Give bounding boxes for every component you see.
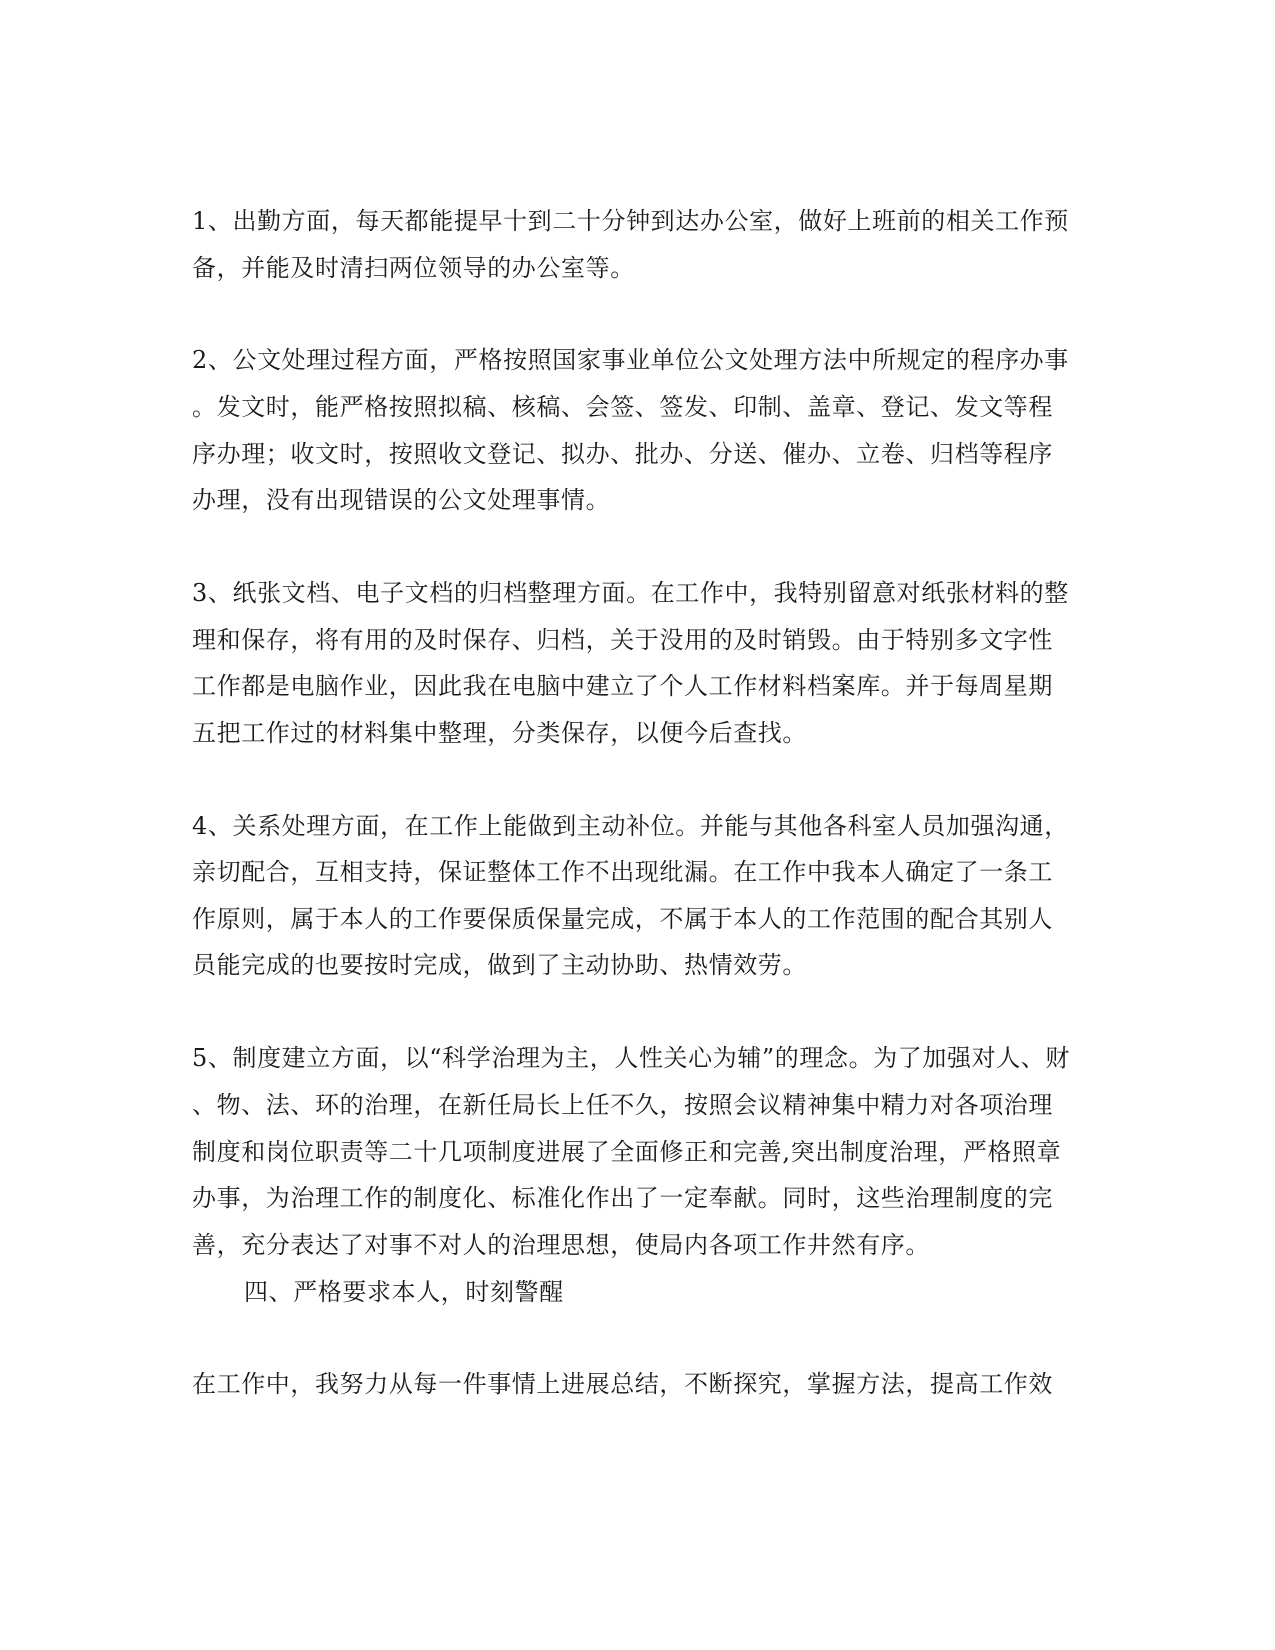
section-heading: 四、严格要求本人，时刻警醒 [244, 1278, 564, 1306]
paragraph-2-line-1: 2、公文处理过程方面，严格按照国家事业单位公文处理方法中所规定的程序办事 [192, 346, 1069, 374]
final-paragraph-line-1: 在工作中，我努力从每一件事情上进展总结，不断探究，掌握方法，提高工作效 [192, 1370, 1053, 1398]
paragraph-1-line-2: 备，并能及时清扫两位领导的办公室等。 [192, 254, 635, 282]
paragraph-3-line-1: 3、纸张文档、电子文档的归档整理方面。在工作中，我特别留意对纸张材料的整 [192, 579, 1069, 607]
paragraph-5-line-3: 制度和岗位职责等二十几项制度进展了全面修正和完善,突出制度治理，严格照章 [192, 1138, 1062, 1166]
paragraph-2-line-2: 。发文时，能严格按照拟稿、核稿、会签、签发、印制、盖章、登记、发文等程 [192, 393, 1053, 421]
paragraph-4-line-1: 4、关系处理方面，在工作上能做到主动补位。并能与其他各科室人员加强沟通， [192, 812, 1069, 840]
paragraph-3-line-3: 工作都是电脑作业，因此我在电脑中建立了个人工作材料档案库。并于每周星期 [192, 672, 1053, 700]
paragraph-3-line-4: 五把工作过的材料集中整理，分类保存，以便今后查找。 [192, 719, 807, 747]
paragraph-4-line-2: 亲切配合，互相支持，保证整体工作不出现纰漏。在工作中我本人确定了一条工 [192, 858, 1053, 886]
paragraph-2-line-4: 办理，没有出现错误的公文处理事情。 [192, 486, 611, 514]
paragraph-4-line-3: 作原则，属于本人的工作要保质保量完成，不属于本人的工作范围的配合其别人 [192, 905, 1053, 933]
paragraph-5-line-2: 、物、法、环的治理，在新任局长上任不久，按照会议精神集中精力对各项治理 [192, 1091, 1053, 1119]
paragraph-5-line-1: 5、制度建立方面，以“科学治理为主，人性关心为辅”的理念。为了加强对人、财 [192, 1044, 1071, 1072]
paragraph-2-line-3: 序办理；收文时，按照收文登记、拟办、批办、分送、催办、立卷、归档等程序 [192, 440, 1053, 468]
paragraph-1-line-1: 1、出勤方面，每天都能提早十到二十分钟到达办公室，做好上班前的相关工作预 [192, 207, 1069, 235]
paragraph-3-line-2: 理和保存，将有用的及时保存、归档，关于没用的及时销毁。由于特别多文字性 [192, 626, 1053, 654]
paragraph-4-line-4: 员能完成的也要按时完成，做到了主动协助、热情效劳。 [192, 951, 807, 979]
paragraph-5-line-4: 办事，为治理工作的制度化、标准化作出了一定奉献。同时，这些治理制度的完 [192, 1184, 1053, 1212]
paragraph-5-line-5: 善，充分表达了对事不对人的治理思想，使局内各项工作井然有序。 [192, 1231, 930, 1259]
